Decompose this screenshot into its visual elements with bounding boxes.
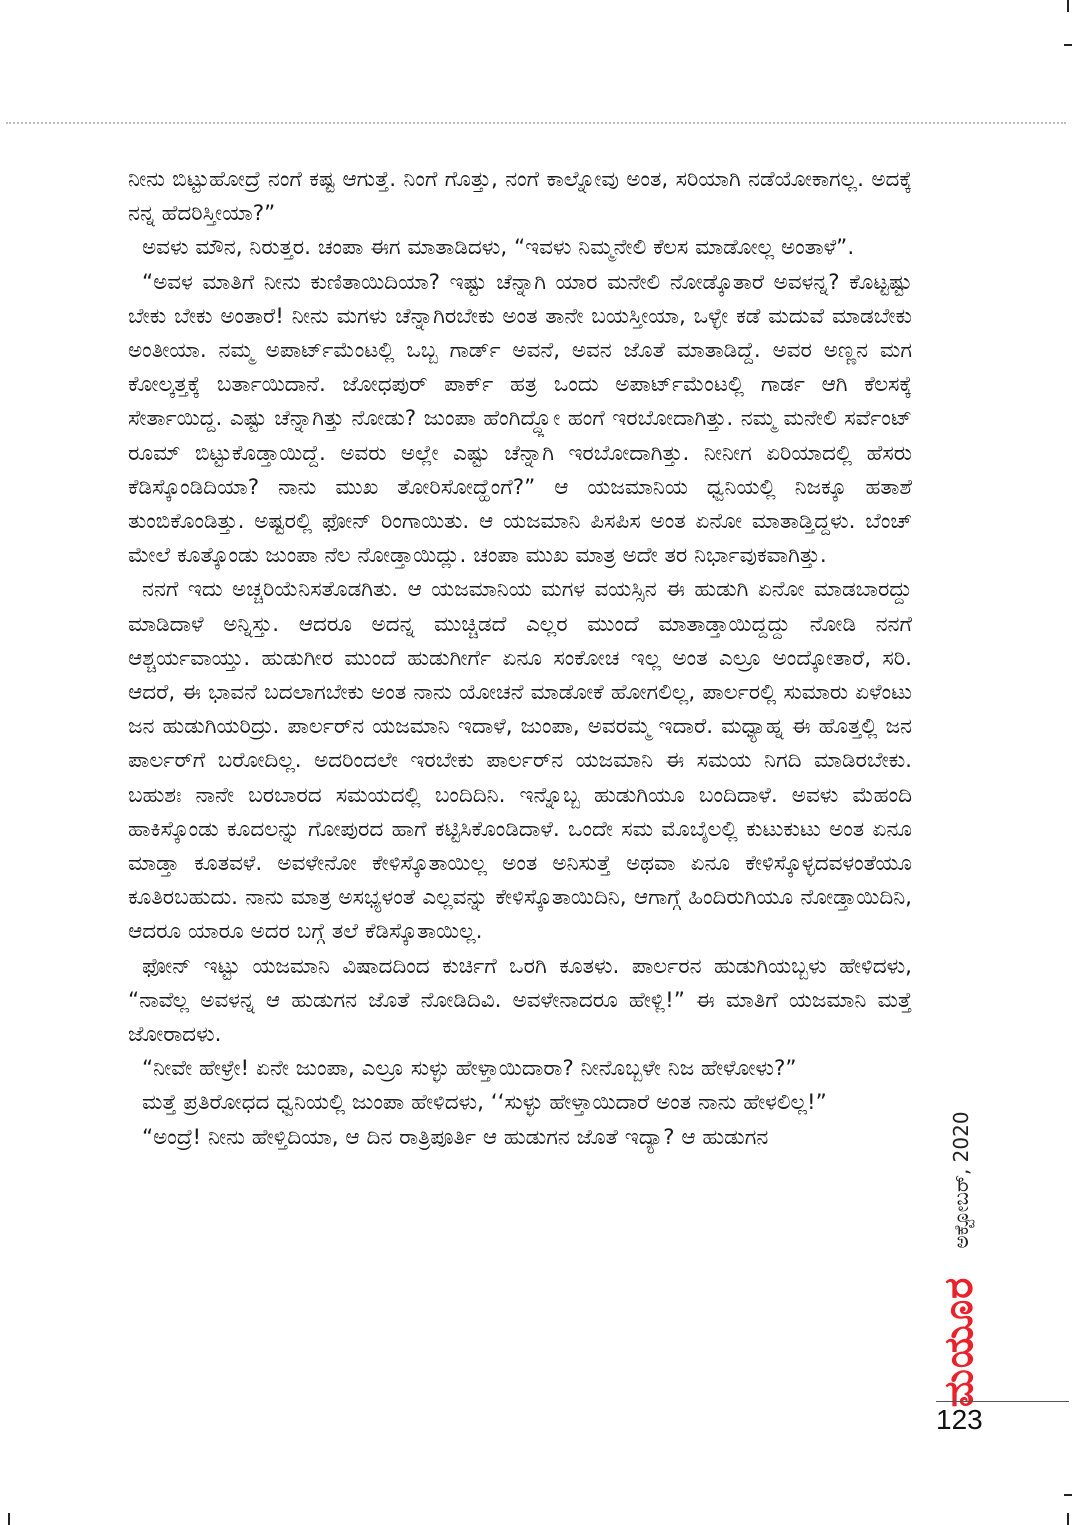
crop-mark xyxy=(1067,1513,1069,1525)
crop-mark xyxy=(1064,1494,1072,1496)
footer-rule xyxy=(936,1401,1069,1402)
magazine-logo xyxy=(931,1276,987,1408)
paragraph: “ನೀವೇ ಹೇಳ್ರೇ! ಏನೇ ಜುಂಪಾ, ಎಲ್ರೂ ಸುಳ್ಳು ಹೇಳ್ತಾಯಿದಾರಾ? ನೀನೊಬ್ಬಳೇ ನಿಜ ಹೇಳೋಳು?” xyxy=(142,1056,797,1082)
issue-date-text: ಅಕ್ಟೋಬರ್, 2020 xyxy=(949,1110,973,1249)
paragraph: “ಅಂದ್ರೆ! ನೀನು ಹೇಳ್ತಿದಿಯಾ, ಆ ದಿನ ರಾತ್ರಿಪೂರ್ತಿ ಆ ಹುಡುಗನ ಜೊತೆ ಇದ್ಯಾ? ಆ ಹುಡುಗನ xyxy=(142,1124,769,1150)
paragraph: ನನಗೆ ಇದು ಅಚ್ಚರಿಯೆನಿಸತೊಡಗಿತು. ಆ ಯಜಮಾನಿಯ ಮಗಳ ವಯಸ್ಸಿನ ಈ ಹುಡುಗಿ ಏನೋ ಮಾಡಬಾರದ್ದು ಮಾಡಿದಾಳೆ ಅನ್ನಿಸ್ತು. ಆದರೂ ಅದನ್ನ ಮುಚ್ಚಿಡದೆ ಎಲ್ಲರ ಮುಂದೆ ಮಾತಾಡ್ತಾಯಿದ್ದದ್ದು ನೋಡಿ ನನಗೆ ಆಶ್ಚರ್ಯವಾಯ್ತು. ಹುಡುಗೀರ ಮುಂದೆ ಹುಡುಗೀರ್ಗೆ ಏನೂ ಸಂಕೋಚ ಇಲ್ಲ ಅಂತ ಎಲ್ರೂ ಅಂದ್ಕೋತಾರೆ, ಸರಿ. ಆದರೆ, ಈ ಭಾವನೆ ಬದಲಾಗಬೇಕು ಅಂತ ನಾನು ಯೋಚನೆ ಮಾಡೋಕೆ ಹೋಗಲಿಲ್ಲ, ಪಾರ್ಲರಲ್ಲಿ ಸುಮಾರು ಏಳೆಂಟು ಜನ ಹುಡುಗಿಯರಿದ್ರು. ಪಾರ್ಲರ್‌ನ ಯಜಮಾನಿ ಇದಾಳೆ, ಜುಂಪಾ, ಅವರಮ್ಮ ಇದಾರೆ. ಮಧ್ಯಾಹ್ನ ಈ ಹೊತ್ತಲ್ಲಿ ಜನ ಪಾರ್ಲರ್‌ಗೆ ಬರೋದಿಲ್ಲ. ಅದರಿಂದಲೇ ಇರಬೇಕು ಪಾರ್ಲರ್‌ನ ಯಜಮಾನಿ ಈ ಸಮಯ ನಿಗದಿ ಮಾಡಿರಬೇಕು. ಬಹುಶಃ ನಾನೇ ಬರಬಾರದ ಸಮಯದಲ್ಲಿ ಬಂದಿದಿನಿ. ಇನ್ನೊಬ್ಬ ಹುಡುಗಿಯೂ ಬಂದಿದಾಳೆ. ಅವಳು ಮೆಹಂದಿ ಹಾಕಿಸ್ಕೊಂಡು ಕೂದಲನ್ನು ಗೋಪುರದ ಹಾಗೆ ಕಟ್ಟಿಸಿಕೊಂಡಿದಾಳೆ. ಒಂದೇ ಸಮ ಮೊಬೈಲಲ್ಲಿ ಕುಟುಕುಟು ಅಂತ ಏನೂ ಮಾಡ್ತಾ ಕೂತವಳೆ. ಅವಳೇನೋ ಕೇಳಿಸ್ಕೊತಾಯಿಲ್ಲ ಅಂತ ಅನಿಸುತ್ತೆ ಅಥವಾ ಏನೂ ಕೇಳಿಸ್ಕೊಳ್ಳದವಳಂತೆಯೂ ಕೂತಿರಬಹುದು. ನಾನು ಮಾತ್ರ ಅಸಭ್ಯಳಂತೆ ಎಲ್ಲವನ್ನು ಕೇಳಿಸ್ಕೊತಾಯಿದಿನಿ, ಆಗಾಗ್ಗೆ ಹಿಂದಿರುಗಿಯೂ ನೋಡ್ತಾಯಿದಿನಿ, ಆದರೂ ಯಾರೂ ಅದರ ಬಗ್ಗೆ ತಲೆ ಕೆಡಿಸ್ಕೊತಾಯಿಲ್ಲ. xyxy=(128,577,912,945)
paragraph: “ಅವಳ ಮಾತಿಗೆ ನೀನು ಕುಣಿತಾಯಿದಿಯಾ? ಇಷ್ಟು ಚೆನ್ನಾಗಿ ಯಾರ ಮನೇಲಿ ನೋಡ್ಕೊತಾರೆ ಅವಳನ್ನ? ಕೊಟ್ಟಷ್ಟು ಬೇಕು ಬೇಕು ಅಂತಾರೆ! ನೀನು ಮಗಳು ಚೆನ್ನಾಗಿರಬೇಕು ಅಂತ ತಾನೇ ಬಯಸ್ತೀಯಾ, ಒಳ್ಳೇ ಕಡೆ ಮದುವೆ ಮಾಡಬೇಕು ಅಂತೀಯಾ. ನಮ್ಮ ಅಪಾರ್ಟ್‌ಮೆಂಟಲ್ಲಿ ಒಬ್ಬ ಗಾರ್ಡ್ ಅವನೆ, ಅವನ ಜೊತೆ ಮಾತಾಡಿದ್ದೆ. ಅವರ ಅಣ್ಣನ ಮಗ ಕೋಲ್ಕತ್ತಕ್ಕೆ ಬರ್ತಾಯಿದಾನೆ. ಜೋಧಪುರ್ ಪಾರ್ಕ್ ಹತ್ರ ಒಂದು ಅಪಾರ್ಟ್‌ಮೆಂಟಲ್ಲಿ ಗಾರ್ಡ ಆಗಿ ಕೆಲಸಕ್ಕೆ ಸೇರ್ತಾಯಿದ್ದ. ಎಷ್ಟು ಚೆನ್ನಾಗಿತ್ತು ನೋಡು? ಜುಂಪಾ ಹೆಂಗಿದ್ದ್ಲೋ ಹಂಗೆ ಇರಬೋದಾಗಿತ್ತು. ನಮ್ಮ ಮನೇಲಿ ಸರ್ವೆಂಟ್ ರೂಮ್ ಬಿಟ್ಟುಕೊಡ್ತಾಯಿದ್ದೆ. ಅವರು ಅಲ್ಲೇ ಎಷ್ಟು ಚೆನ್ನಾಗಿ ಇರಬೋದಾಗಿತ್ತು. ನೀನೀಗ ಏರಿಯಾದಲ್ಲಿ ಹೆಸರು ಕೆಡಿಸ್ಕೊಂಡಿದಿಯಾ? ನಾನು ಮುಖ ತೋರಿಸೋದ್ಹೆಂಗೆ?” ಆ ಯಜಮಾನಿಯ ಧ್ವನಿಯಲ್ಲಿ ನಿಜಕ್ಕೂ ಹತಾಶೆ ತುಂಬಿಕೊಂಡಿತ್ತು. ಅಷ್ಟರಲ್ಲಿ ಫೋನ್ ರಿಂಗಾಯಿತು. ಆ ಯಜಮಾನಿ ಪಿಸಪಿಸ ಅಂತ ಏನೋ ಮಾತಾಡ್ತಿದ್ದಳು. ಬೆಂಚ್ ಮೇಲೆ ಕೂತ್ಕೊಂಡು ಜುಂಪಾ ನೆಲ ನೋಡ್ತಾಯಿದ್ಲು. ಚಂಪಾ ಮುಖ ಮಾತ್ರ ಅದೇ ತರ ನಿರ್ಭಾವುಕವಾಗಿತ್ತು. xyxy=(128,269,912,569)
crop-mark xyxy=(8,1513,10,1525)
header-dotted-rule xyxy=(6,122,1066,124)
paragraph: ಅವಳು ಮೌನ, ನಿರುತ್ತರ. ಚಂಪಾ ಈಗ ಮಾತಾಡಿದಳು, “ಇವಳು ನಿಮ್ಮನೇಲಿ ಕೆಲಸ ಮಾಡೋಲ್ಲ ಅಂತಾಳೆ”. xyxy=(142,235,855,261)
page-number: 123 xyxy=(936,1404,983,1435)
magazine-logo-text: ಮಯೂರ xyxy=(936,1276,982,1408)
paragraph: ನೀನು ಬಿಟ್ಟುಹೋದ್ರೆ ನಂಗೆ ಕಷ್ಟ ಆಗುತ್ತೆ. ನಿಂಗೆ ಗೊತ್ತು, ನಂಗೆ ಕಾಲ್ನೋವು ಅಂತ, ಸರಿಯಾಗಿ ನಡೆಯೋಕಾಗಲ್ಲ. ಅದಕ್ಕೆ ನನ್ನ ಹೆದರಿಸ್ತೀಯಾ?” xyxy=(128,167,912,227)
issue-date xyxy=(946,1082,976,1277)
paragraph: ಫೋನ್ ಇಟ್ಟು ಯಜಮಾನಿ ವಿಷಾದದಿಂದ ಕುರ್ಚಿಗೆ ಒರಗಿ ಕೂತಳು. ಪಾರ್ಲರನ ಹುಡುಗಿಯಬ್ಬಳು ಹೇಳಿದಳು, “ನಾವೆಲ್ಲ ಅವಳನ್ನ ಆ ಹುಡುಗನ ಜೊತೆ ನೋಡಿದಿವಿ. ಅವಳೇನಾದರೂ ಹೇಳ್ಲಿ!” ಈ ಮಾತಿಗೆ ಯಜಮಾನಿ ಮತ್ತೆ ಜೋರಾದಳು. xyxy=(128,953,912,1048)
crop-mark xyxy=(1067,0,1069,12)
paragraph: ಮತ್ತೆ ಪ್ರತಿರೋಧದ ಧ್ವನಿಯಲ್ಲಿ ಜುಂಪಾ ಹೇಳಿದಳು, ‘‘ಸುಳ್ಳು ಹೇಳ್ತಾಯಿದಾರೆ ಅಂತ ನಾನು ಹೇಳಲಿಲ್ಲ!” xyxy=(142,1090,827,1116)
crop-mark xyxy=(1064,44,1072,46)
article-body xyxy=(128,163,912,1155)
